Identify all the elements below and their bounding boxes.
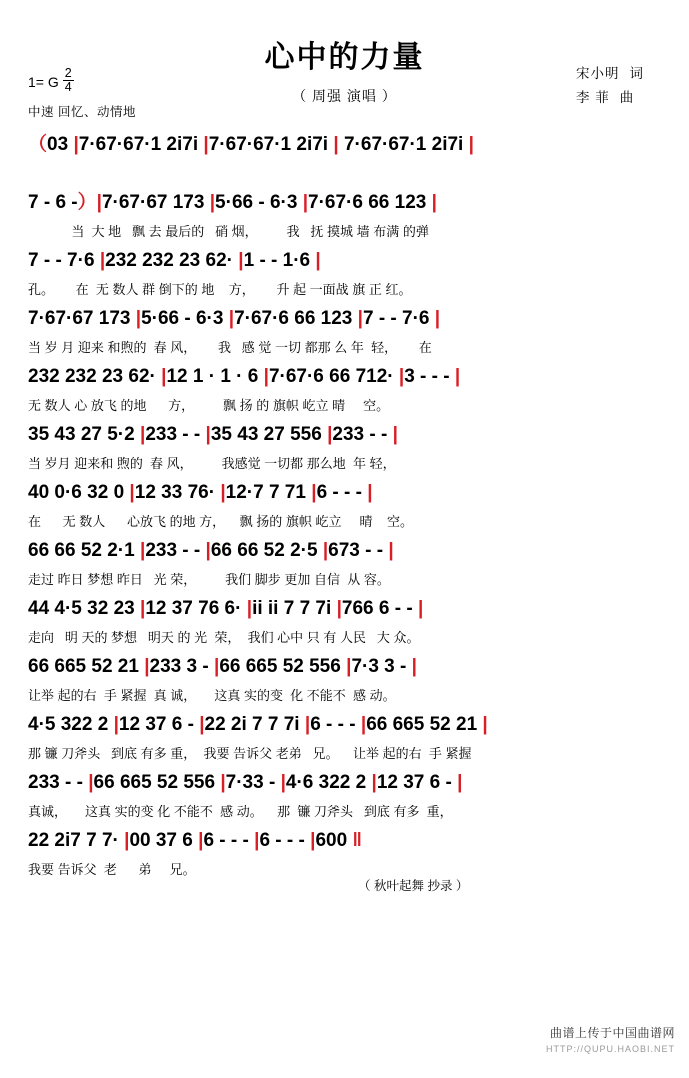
credits-block xyxy=(576,62,643,110)
barline: | xyxy=(199,714,205,735)
barline: | xyxy=(346,656,352,677)
lyric-line: 走向 明 天的 梦想 明天 的 光 荣， 我们 心中 只 有 人民 大 众。 xyxy=(28,630,420,645)
meter-denominator: 4 xyxy=(64,80,72,95)
barline: | xyxy=(135,308,142,329)
barline: | xyxy=(144,656,150,677)
barline: | xyxy=(468,134,474,155)
barline: | xyxy=(302,192,309,213)
barline: | xyxy=(220,772,226,793)
composer-name: 李 菲 xyxy=(576,90,610,105)
barline: | xyxy=(263,366,269,387)
barline: | xyxy=(311,482,317,503)
lyricist-role: 词 xyxy=(629,66,643,81)
barline: | xyxy=(124,830,130,851)
barline: | xyxy=(203,134,209,155)
barline: | xyxy=(139,598,146,619)
lyric-line: 当 岁月 迎来和 煦的 春 风， 我感觉 一切都 那么地 年 轻， xyxy=(28,456,396,471)
tempo-marking: 中速 回忆、动情地 xyxy=(28,105,136,120)
note-line: 35 43 27 5·2 |233 - - |35 43 27 556 |233 - - | xyxy=(28,424,398,445)
system-row xyxy=(28,826,663,893)
system-row xyxy=(28,246,663,302)
barline: | xyxy=(367,482,373,503)
barline: | xyxy=(213,656,220,677)
barline: | xyxy=(360,714,367,735)
system-row xyxy=(28,420,663,476)
barline: | xyxy=(482,714,488,735)
meter-numerator: 2 xyxy=(64,66,72,80)
barline: | xyxy=(228,308,235,329)
barline: | xyxy=(457,772,463,793)
barline: | xyxy=(280,772,286,793)
barline: | xyxy=(371,772,377,793)
note-line: 4·5 322 2 |12 37 6 - |22 2i 7 7 7i |6 - - - |66 665 52 21 | xyxy=(28,714,488,735)
lyric-line: 那 镰 刀斧头 到底 有多 重， 我要 告诉父 老弟 兄。 让举 起的右 手 紧握 xyxy=(28,746,472,761)
barline: | xyxy=(304,714,311,735)
note-line: 232 232 23 62· |12 1 · 1 · 6 |7·67·6 66 712· |3 - - - | xyxy=(28,366,461,387)
barline: | xyxy=(392,424,398,445)
barline: | xyxy=(454,366,461,387)
barline: | xyxy=(322,540,329,561)
system-row xyxy=(28,710,663,766)
barline: | xyxy=(333,134,339,155)
system-row xyxy=(28,768,663,824)
note-line: 7 - - 7·6 |232 232 23 62· |1 - - 1·6 | xyxy=(28,250,321,271)
footer-site-line: 曲谱上传于中国曲谱网 xyxy=(549,1026,675,1040)
lyricist-line xyxy=(576,62,643,86)
lyric-line: 真诚， 这真 实的变 化 不能不 感 动。 那 镰 刀斧头 到底 有多 重， xyxy=(28,804,453,819)
key-label: 1= G xyxy=(28,73,59,90)
system-row xyxy=(28,594,663,650)
barline: | xyxy=(73,134,79,155)
barline: | xyxy=(327,424,333,445)
barline: | xyxy=(96,192,102,213)
key-signature-block xyxy=(28,68,136,120)
repeat-paren: （ xyxy=(28,134,48,155)
system-row xyxy=(28,130,663,186)
lyric-line: 让举 起的右 手 紧握 真 诚， 这真 实的变 化 不能不 感 动。 xyxy=(28,688,396,703)
barline: | xyxy=(209,192,216,213)
lyric-line: 孔。 在 无 数人 群 倒下的 地 方， 升 起 一面战 旗 正 红。 xyxy=(28,282,412,297)
barline: | xyxy=(205,540,211,561)
barline: | xyxy=(113,714,119,735)
barline: | xyxy=(388,540,394,561)
composer-role: 曲 xyxy=(619,90,634,105)
system-row xyxy=(28,362,663,418)
barline: | xyxy=(99,250,106,271)
barline: | xyxy=(88,772,94,793)
barline: | xyxy=(254,830,260,851)
barline: | xyxy=(220,482,226,503)
lyric-line: 当 岁 月 迎来 和煦的 春 风， 我 感 觉 一切 都那 么 年 轻， 在 xyxy=(28,340,432,355)
note-line: 66 665 52 21 |233 3 - |66 665 52 556 |7·3 3 - | xyxy=(28,656,417,677)
lyricist-name: 宋小明 xyxy=(576,66,620,81)
lyric-line: 无 数人 心 放飞 的地 方， 飘 扬 的 旗帜 屹立 晴 空。 xyxy=(28,398,390,413)
barline: | xyxy=(139,540,146,561)
lyric-line: 当 大 地 飘 去 最后的 硝 烟， 我 抚 摸城 墙 布满 的弹 xyxy=(28,224,429,239)
note-line: 7·67·67 173 |5·66 - 6·3 |7·67·6 66 123 |7 - - 7·6 | xyxy=(28,308,441,329)
page-title: 心中的力量 xyxy=(264,41,425,74)
barline: | xyxy=(417,598,424,619)
note-line: 7 - 6 -）|7·67·67 173 |5·66 - 6·3 |7·67·6 66 123 | xyxy=(28,192,437,213)
repeat-paren: ） xyxy=(77,192,97,213)
footer-url: HTTP://QUPU.HAOBI.NET xyxy=(545,1044,675,1054)
barline: | xyxy=(238,250,244,271)
barline: | xyxy=(315,250,321,271)
lyric-line xyxy=(28,164,663,186)
lyric-line: 走过 昨日 梦想 昨日 光 荣， 我们 脚步 更加 自信 从 容。 xyxy=(28,572,390,587)
note-line: （03 |7·67·67·1 2i7i |7·67·67·1 2i7i | 7·67·67·1 2i7i | xyxy=(28,134,474,155)
system-row xyxy=(28,652,663,708)
barline: | xyxy=(310,830,316,851)
lyric-line: 我要 告诉父 老 弟 兄。 xyxy=(28,862,196,877)
final-barline: ‖ xyxy=(352,830,362,851)
barline: | xyxy=(398,366,405,387)
score-top-spacer xyxy=(28,120,663,130)
composer-line xyxy=(576,86,643,110)
arranger-note: （ 秋叶起舞 抄录 ） xyxy=(358,879,469,893)
barline: | xyxy=(198,830,204,851)
note-line: 233 - - |66 665 52 556 |7·33 - |4·6 322 2 |12 37 6 - | xyxy=(28,772,463,793)
system-row xyxy=(28,304,663,360)
barline: | xyxy=(431,192,437,213)
barline: | xyxy=(139,424,146,445)
note-line: 66 66 52 2·1 |233 - - |66 66 52 2·5 |673 - - | xyxy=(28,540,394,561)
barline: | xyxy=(246,598,253,619)
time-signature xyxy=(63,67,74,94)
barline: | xyxy=(434,308,441,329)
note-line: 44 4·5 32 23 |12 37 76 6· |ii ii 7 7 7i |766 6 - - | xyxy=(28,598,424,619)
footer xyxy=(546,1024,675,1054)
system-row xyxy=(28,536,663,592)
barline: | xyxy=(336,598,342,619)
note-line: 22 2i7 7 7· |00 37 6 |6 - - - |6 - - - |600 ‖ xyxy=(28,830,362,851)
system-row xyxy=(28,188,663,244)
system-row xyxy=(28,478,663,534)
barline: | xyxy=(129,482,135,503)
note-line: 40 0·6 32 0 |12 33 76· |12·7 7 71 |6 - - - | xyxy=(28,482,373,503)
lyric-line: 在 无 数人 心放飞 的地 方， 飘 扬的 旗帜 屹立 晴 空。 xyxy=(28,514,413,529)
key-and-meter xyxy=(28,68,136,95)
barline: | xyxy=(357,308,363,329)
barline: | xyxy=(161,366,167,387)
performer-line: （ 周强 演唱 ） xyxy=(292,88,397,104)
barline: | xyxy=(411,656,417,677)
score-body xyxy=(0,120,689,893)
barline: | xyxy=(205,424,211,445)
